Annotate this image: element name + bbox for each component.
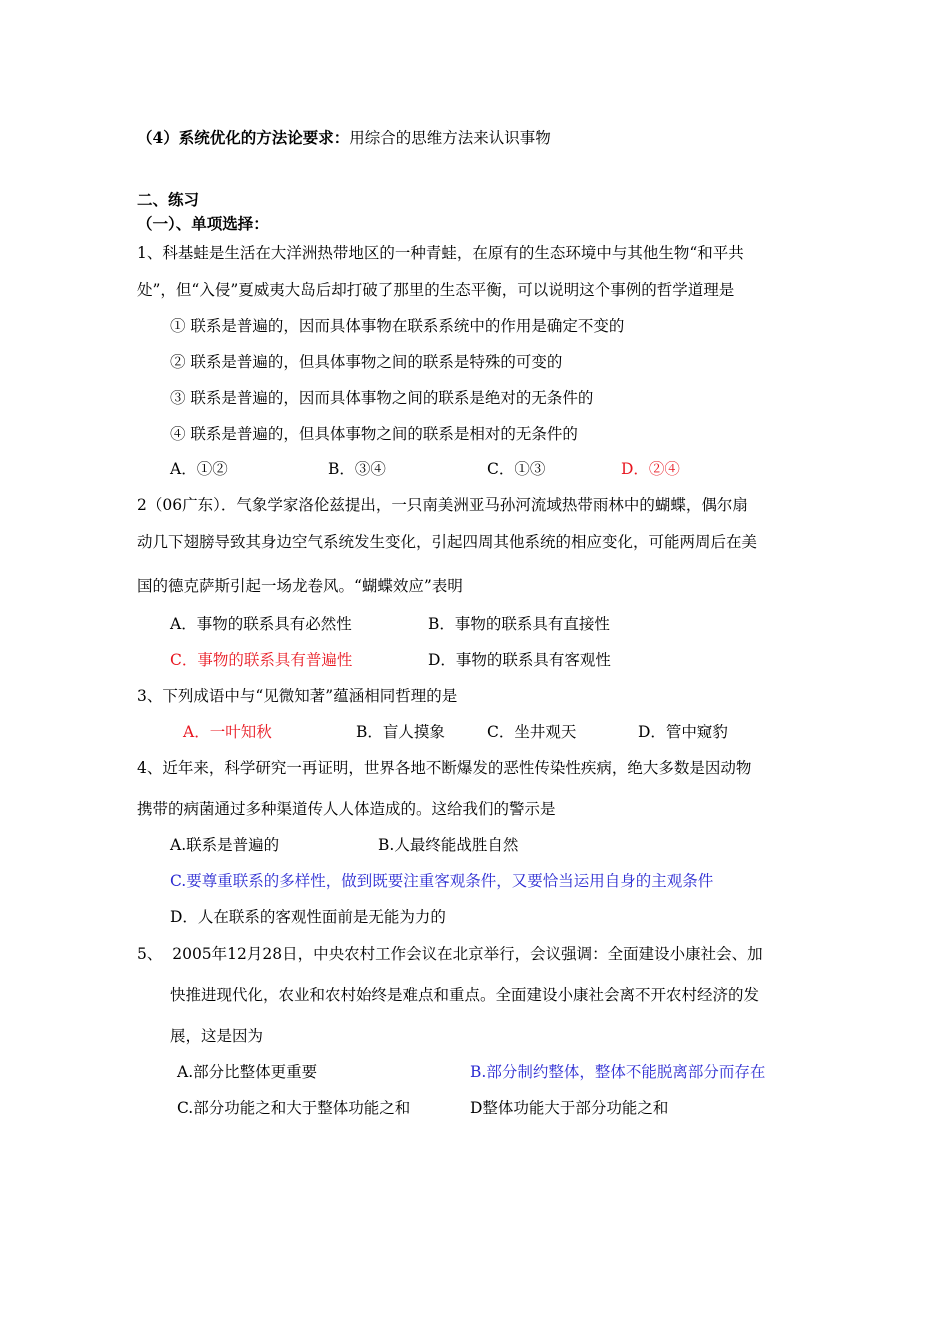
q1-option-a: A．①② bbox=[170, 460, 228, 478]
q1-statement-4: ④ 联系是普遍的，但具体事物之间的联系是相对的无条件的 bbox=[170, 425, 578, 443]
q2-line-2: 动几下翅膀导致其身边空气系统发生变化，引起四周其他系统的相应变化，可能两周后在美 bbox=[137, 533, 758, 551]
q5-line-2: 快推进现代化，农业和农村始终是难点和重点。全面建设小康社会离不开农村经济的发 bbox=[170, 986, 760, 1004]
section-4-text: 用综合的思维方法来认识事物 bbox=[349, 129, 551, 147]
q2-option-d: D．事物的联系具有客观性 bbox=[428, 651, 611, 669]
q2-option-c-answer: C．事物的联系具有普遍性 bbox=[170, 651, 353, 669]
q5-line-3: 展，这是因为 bbox=[170, 1027, 264, 1045]
q2-line-3: 国的德克萨斯引起一场龙卷风。“蝴蝶效应”表明 bbox=[137, 577, 463, 595]
q1-option-c: C．①③ bbox=[487, 460, 546, 478]
q3-option-d: D．管中窥豹 bbox=[638, 723, 728, 741]
section-4-heading bbox=[137, 128, 551, 148]
q4-line-2: 携带的病菌通过多种渠道传人人体造成的。这给我们的警示是 bbox=[137, 800, 556, 818]
q2-option-a: A．事物的联系具有必然性 bbox=[170, 615, 352, 633]
subsection-1-title: （一）、单项选择： bbox=[137, 214, 269, 233]
q3-option-c: C．坐井观天 bbox=[487, 723, 577, 741]
q1-option-d-answer: D．②④ bbox=[621, 460, 680, 478]
q5-option-d: D整体功能大于部分功能之和 bbox=[470, 1099, 669, 1117]
q1-line-2: 处”，但“入侵”夏威夷大岛后却打破了那里的生态平衡，可以说明这个事例的哲学道理是 bbox=[137, 281, 735, 299]
section-4-label: （4）系统优化的方法论要求： bbox=[137, 128, 350, 147]
q1-option-b: B．③④ bbox=[328, 460, 386, 478]
q4-option-a: A.联系是普遍的 bbox=[170, 836, 280, 854]
q1-statement-1: ① 联系是普遍的，因而具体事物在联系系统中的作用是确定不变的 bbox=[170, 317, 625, 335]
q5-option-a: A.部分比整体更重要 bbox=[177, 1063, 318, 1081]
q4-option-b: B.人最终能战胜自然 bbox=[378, 836, 519, 854]
q1-statement-3: ③ 联系是普遍的，因而具体事物之间的联系是绝对的无条件的 bbox=[170, 389, 594, 407]
q3-line-1: 3、下列成语中与“见微知著”蕴涵相同哲理的是 bbox=[137, 687, 458, 705]
q2-option-b: B．事物的联系具有直接性 bbox=[428, 615, 610, 633]
q3-option-a-answer: A．一叶知秋 bbox=[183, 723, 272, 741]
q4-line-1: 4、近年来，科学研究一再证明，世界各地不断爆发的恶性传染性疾病，绝大多数是因动物 bbox=[137, 759, 752, 777]
q1-statement-2: ② 联系是普遍的，但具体事物之间的联系是特殊的可变的 bbox=[170, 353, 563, 371]
q4-option-d: D．人在联系的客观性面前是无能为力的 bbox=[170, 908, 446, 926]
q5-option-b-answer: B.部分制约整体，整体不能脱离部分而存在 bbox=[470, 1063, 766, 1081]
q4-option-c-answer: C.要尊重联系的多样性，做到既要注重客观条件，又要恰当运用自身的主观条件 bbox=[170, 872, 714, 890]
q5-line-1: 5、 2005年12月28日，中央农村工作会议在北京举行，会议强调：全面建设小康社会、加 bbox=[137, 945, 763, 963]
q1-line-1: 1、科基蛙是生活在大洋洲热带地区的一种青蛙，在原有的生态环境中与其他生物“和平共 bbox=[137, 244, 744, 262]
q2-line-1: 2（06广东）．气象学家洛伦兹提出，一只南美洲亚马孙河流域热带雨林中的蝴蝶，偶尔扇 bbox=[137, 496, 748, 514]
q5-option-c: C.部分功能之和大于整体功能之和 bbox=[177, 1099, 411, 1117]
section-2-title: 二、练习 bbox=[137, 190, 200, 209]
q3-option-b: B．盲人摸象 bbox=[356, 723, 445, 741]
